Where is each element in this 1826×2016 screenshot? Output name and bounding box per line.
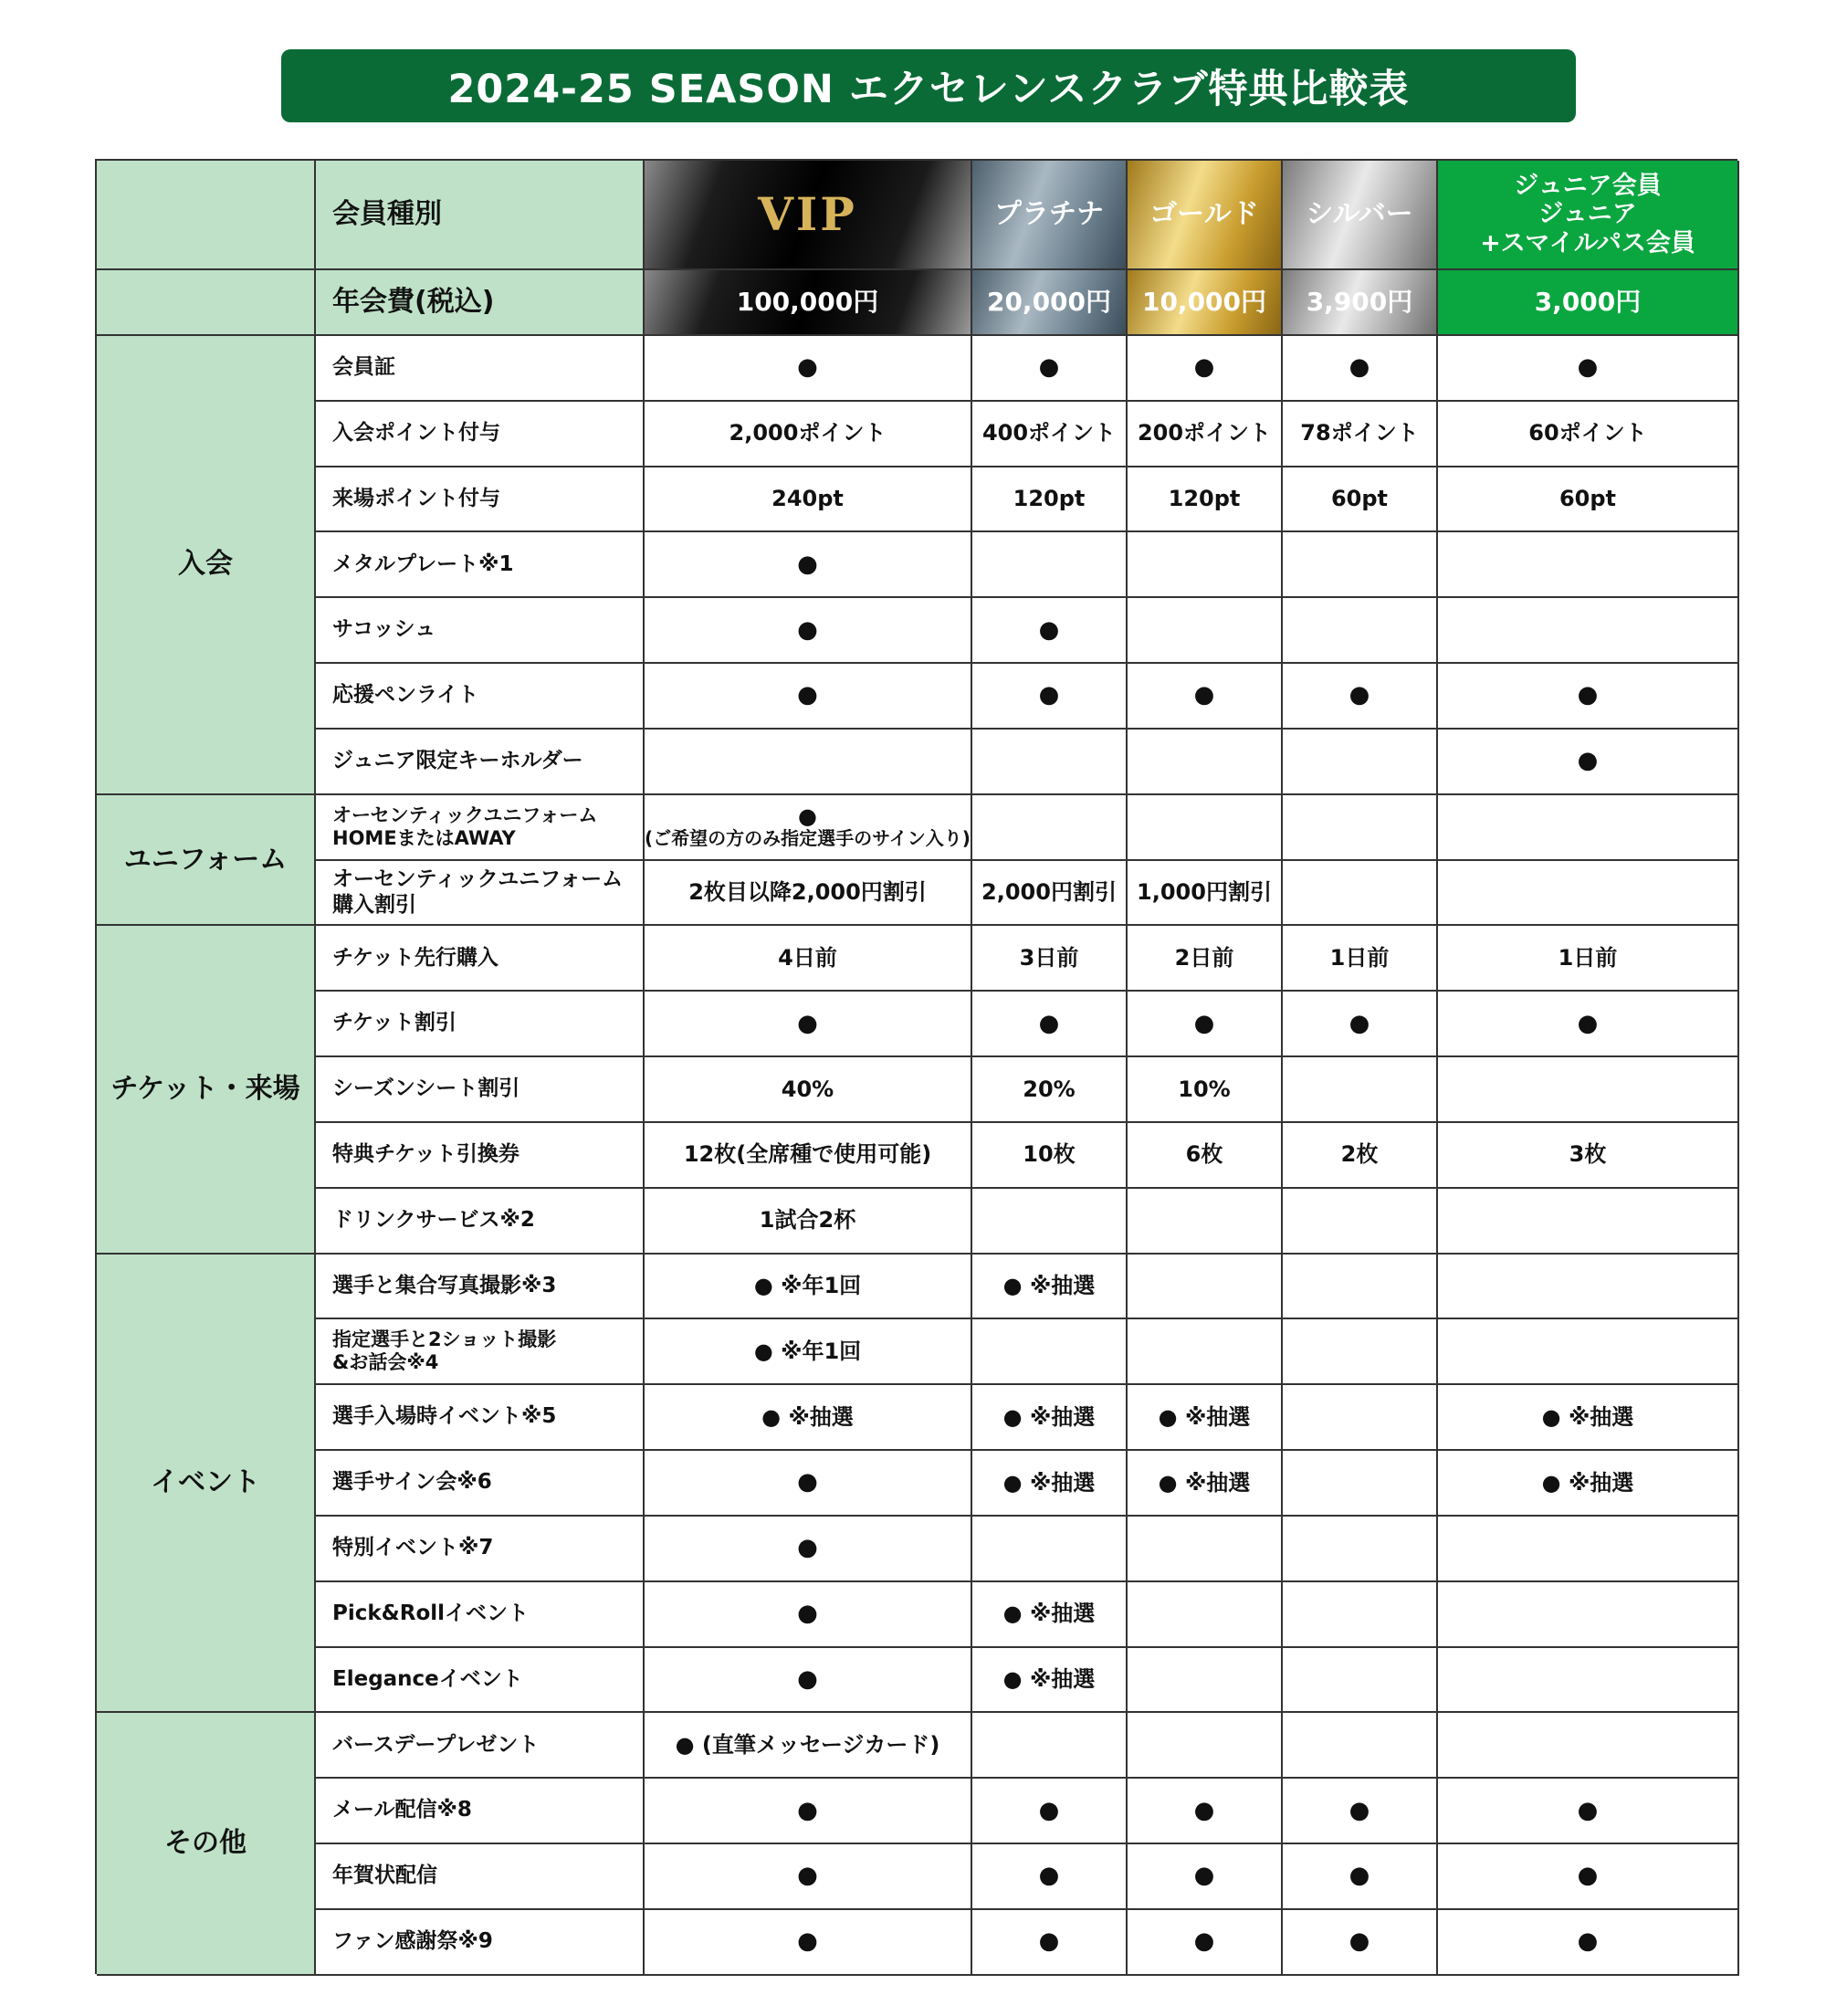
cell-junior: ● [1438, 1779, 1739, 1844]
benefit-label: 会員証 [316, 336, 645, 402]
category-join: 入会 [97, 336, 316, 795]
cell-junior: ● [1438, 1910, 1739, 1976]
cell-junior [1438, 1582, 1739, 1648]
cell-silver: ● [1283, 1779, 1438, 1844]
cell-gold: ● [1128, 992, 1283, 1057]
cell-platinum [972, 1189, 1128, 1255]
cell-junior: 60ポイント [1438, 402, 1739, 467]
cell-gold: ● ※抽選 [1128, 1385, 1283, 1451]
fee-vip: 100,000円 [645, 270, 972, 336]
cell-vip: ● [645, 1451, 972, 1517]
cell-platinum: 2,000円割引 [972, 861, 1128, 927]
cell-platinum: ● [972, 664, 1128, 730]
cell-vip: ● ※年1回 [645, 1255, 972, 1320]
cell-note: (ご希望の方のみ指定選手のサイン入り) [645, 826, 971, 849]
cell-vip: ● [645, 1648, 972, 1714]
cell-vip: ● ※抽選 [645, 1385, 972, 1451]
cell-gold: ● [1128, 1844, 1283, 1910]
benefit-label: 応援ペンライト [316, 664, 645, 730]
benefit-label: サコッシュ [316, 598, 645, 664]
cell-silver [1283, 598, 1438, 664]
cell-platinum: ● [972, 1844, 1128, 1910]
cell-gold [1128, 1255, 1283, 1320]
cell-vip: ● [645, 598, 972, 664]
cell-platinum: ● ※抽選 [972, 1451, 1128, 1517]
benefit-label [316, 795, 645, 861]
cell-junior: ● [1438, 992, 1739, 1057]
cell-gold [1128, 598, 1283, 664]
cell-platinum: ● ※抽選 [972, 1648, 1128, 1714]
cell-silver [1283, 532, 1438, 598]
junior-label-line2: ジュニア [1538, 200, 1637, 229]
cell-vip: ● [645, 1910, 972, 1976]
cell-platinum: ● ※抽選 [972, 1255, 1128, 1320]
corner-cell [97, 161, 316, 270]
cell-platinum [972, 795, 1128, 861]
cell-gold [1128, 532, 1283, 598]
cell-vip [645, 730, 972, 795]
cell-vip: 4日前 [645, 926, 972, 992]
benefit-label: ジュニア限定キーホルダー [316, 730, 645, 795]
cell-gold: ● [1128, 336, 1283, 402]
cell-silver [1283, 1189, 1438, 1255]
cell-silver: ● [1283, 336, 1438, 402]
cell-gold: ● ※抽選 [1128, 1451, 1283, 1517]
cell-vip: ● [645, 532, 972, 598]
cell-silver [1283, 1648, 1438, 1714]
cell-silver [1283, 795, 1438, 861]
benefit-label [316, 1319, 645, 1385]
cell-gold [1128, 1319, 1283, 1385]
cell-silver [1283, 861, 1438, 927]
cell-gold: 10% [1128, 1057, 1283, 1123]
cell-platinum: 20% [972, 1057, 1128, 1123]
cell-silver [1283, 1517, 1438, 1582]
benefit-label: 特典チケット引換券 [316, 1123, 645, 1189]
cell-vip: 12枚(全席種で使用可能) [645, 1123, 972, 1189]
cell-gold [1128, 1713, 1283, 1779]
cell-gold [1128, 795, 1283, 861]
cell-junior [1438, 1648, 1739, 1714]
cell-gold [1128, 730, 1283, 795]
tier-platinum-header: プラチナ [972, 161, 1128, 270]
cell-platinum [972, 1713, 1128, 1779]
fee-silver: 3,900円 [1283, 270, 1438, 336]
cell-platinum [972, 1517, 1128, 1582]
corner-cell-2 [97, 270, 316, 336]
cell-junior: ● [1438, 664, 1739, 730]
benefit-label: 来場ポイント付与 [316, 467, 645, 533]
cell-vip [645, 795, 972, 861]
cell-vip: ● [645, 1779, 972, 1844]
cell-junior [1438, 1057, 1739, 1123]
benefit-label: 選手と集合写真撮影※3 [316, 1255, 645, 1320]
cell-vip: ● [645, 1844, 972, 1910]
cell-platinum: ● ※抽選 [972, 1385, 1128, 1451]
cell-vip: 2枚目以降2,000円割引 [645, 861, 972, 927]
category-other: その他 [97, 1713, 316, 1975]
cell-vip: ● [645, 1582, 972, 1648]
benefit-label: シーズンシート割引 [316, 1057, 645, 1123]
cell-junior: 3枚 [1438, 1123, 1739, 1189]
benefit-label: オーセンティックユニフォーム購入割引 [316, 861, 645, 927]
benefit-label: チケット割引 [316, 992, 645, 1057]
cell-gold: ● [1128, 664, 1283, 730]
cell-vip: ● [645, 992, 972, 1057]
cell-gold [1128, 1517, 1283, 1582]
cell-platinum [972, 1319, 1128, 1385]
cell-junior [1438, 1713, 1739, 1779]
fee-platinum: 20,000円 [972, 270, 1128, 336]
cell-silver [1283, 1319, 1438, 1385]
cell-platinum: ● ※抽選 [972, 1582, 1128, 1648]
cell-vip: 2,000ポイント [645, 402, 972, 467]
cell-platinum: ● [972, 1910, 1128, 1976]
benefit-label: 選手サイン会※6 [316, 1451, 645, 1517]
cell-silver: 60pt [1283, 467, 1438, 533]
cell-platinum: 10枚 [972, 1123, 1128, 1189]
cell-vip: ● [645, 664, 972, 730]
cell-vip: 1試合2杯 [645, 1189, 972, 1255]
benefit-label: 入会ポイント付与 [316, 402, 645, 467]
cell-junior: 1日前 [1438, 926, 1739, 992]
cell-silver: ● [1283, 1910, 1438, 1976]
cell-gold: 6枚 [1128, 1123, 1283, 1189]
cell-junior [1438, 861, 1739, 927]
cell-gold: 2日前 [1128, 926, 1283, 992]
fee-junior: 3,000円 [1438, 270, 1739, 336]
cell-silver [1283, 1451, 1438, 1517]
benefit-label-line1: 指定選手と2ショット撮影 [332, 1328, 557, 1351]
benefit-label-line2: &お話会※4 [332, 1351, 439, 1374]
junior-label-line1: ジュニア会員 [1514, 172, 1662, 201]
benefit-label: メタルプレート※1 [316, 532, 645, 598]
tier-vip-header [645, 161, 972, 270]
cell-silver [1283, 1255, 1438, 1320]
cell-gold [1128, 1582, 1283, 1648]
category-uniform: ユニフォーム [97, 795, 316, 927]
benefit-label: 特別イベント※7 [316, 1517, 645, 1582]
cell-platinum: ● [972, 598, 1128, 664]
cell-gold: 1,000円割引 [1128, 861, 1283, 927]
cell-vip: ● ※年1回 [645, 1319, 972, 1385]
cell-silver [1283, 1582, 1438, 1648]
cell-silver: ● [1283, 1844, 1438, 1910]
junior-label-line3: +スマイルパス会員 [1480, 228, 1695, 257]
page-title: 2024-25 SEASON エクセレンスクラブ特典比較表 [281, 49, 1576, 122]
cell-gold: ● [1128, 1779, 1283, 1844]
benefit-label-line2: HOMEまたはAWAY [332, 826, 516, 849]
cell-junior: 60pt [1438, 467, 1739, 533]
cell-platinum [972, 532, 1128, 598]
cell-junior [1438, 1517, 1739, 1582]
cell-silver: 2枚 [1283, 1123, 1438, 1189]
cell-platinum: 3日前 [972, 926, 1128, 992]
cell-junior [1438, 598, 1739, 664]
category-ticket: チケット・来場 [97, 926, 316, 1254]
cell-junior: ● [1438, 1844, 1739, 1910]
cell-vip: ● [645, 1517, 972, 1582]
cell-junior [1438, 1319, 1739, 1385]
cell-vip: ● (直筆メッセージカード) [645, 1713, 972, 1779]
cell-silver [1283, 730, 1438, 795]
cell-silver: 1日前 [1283, 926, 1438, 992]
cell-vip: 240pt [645, 467, 972, 533]
benefit-label: Eleganceイベント [316, 1648, 645, 1714]
cell-junior [1438, 1189, 1739, 1255]
cell-junior [1438, 1255, 1739, 1320]
cell-platinum: 120pt [972, 467, 1128, 533]
benefit-label: ドリンクサービス※2 [316, 1189, 645, 1255]
cell-gold [1128, 1648, 1283, 1714]
category-event: イベント [97, 1255, 316, 1714]
filled-circle-icon: ● [798, 803, 817, 829]
cell-silver [1283, 1057, 1438, 1123]
tier-silver-header: シルバー [1283, 161, 1438, 270]
cell-silver: ● [1283, 992, 1438, 1057]
benefit-label: ファン感謝祭※9 [316, 1910, 645, 1976]
benefit-label: 年賀状配信 [316, 1844, 645, 1910]
cell-platinum: ● [972, 992, 1128, 1057]
benefit-label: 選手入場時イベント※5 [316, 1385, 645, 1451]
benefit-label: Pick&Rollイベント [316, 1582, 645, 1648]
cell-vip: 40% [645, 1057, 972, 1123]
cell-platinum: ● [972, 336, 1128, 402]
cell-silver: ● [1283, 664, 1438, 730]
cell-junior [1438, 795, 1739, 861]
cell-silver: 78ポイント [1283, 402, 1438, 467]
cell-junior: ● [1438, 730, 1739, 795]
cell-platinum: 400ポイント [972, 402, 1128, 467]
cell-gold [1128, 1189, 1283, 1255]
annual-fee-label: 年会費(税込) [316, 270, 645, 336]
cell-gold: 200ポイント [1128, 402, 1283, 467]
member-type-label: 会員種別 [316, 161, 645, 270]
cell-junior [1438, 532, 1739, 598]
tier-gold-header: ゴールド [1128, 161, 1283, 270]
cell-silver [1283, 1713, 1438, 1779]
cell-junior: ● ※抽選 [1438, 1451, 1739, 1517]
tier-junior-header [1438, 161, 1739, 270]
cell-silver [1283, 1385, 1438, 1451]
tier-vip-label: VIP [758, 187, 857, 241]
cell-junior: ● ※抽選 [1438, 1385, 1739, 1451]
benefit-comparison-table [95, 159, 1737, 1974]
cell-platinum: ● [972, 1779, 1128, 1844]
cell-gold: ● [1128, 1910, 1283, 1976]
fee-gold: 10,000円 [1128, 270, 1283, 336]
cell-platinum [972, 730, 1128, 795]
benefit-label: チケット先行購入 [316, 926, 645, 992]
cell-junior: ● [1438, 336, 1739, 402]
benefit-label-line1: オーセンティックユニフォーム [332, 803, 598, 826]
cell-gold: 120pt [1128, 467, 1283, 533]
benefit-label: バースデープレゼント [316, 1713, 645, 1779]
benefit-label: メール配信※8 [316, 1779, 645, 1844]
cell-vip: ● [645, 336, 972, 402]
